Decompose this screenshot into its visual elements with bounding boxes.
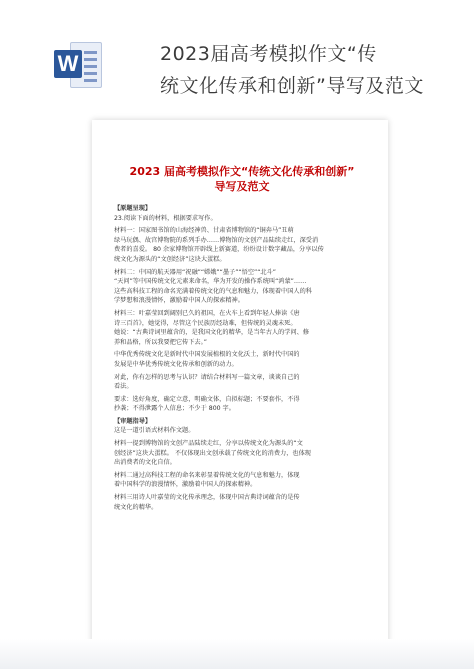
body-line: 发展是中华优秀传统文化传承和创新的动力。: [114, 360, 238, 368]
document-title-line2: 导写及范文: [214, 180, 270, 193]
body-line: 这些高科技工程的命名充满着传统文化的气息和魅力，体现着中国人的科: [114, 287, 312, 295]
body-line: 出消费者的文化自信。: [114, 459, 176, 467]
word-letter-badge: W: [54, 50, 82, 78]
section-heading: 【审题指导】: [114, 417, 152, 425]
body-line: 对此，你有怎样的思考与认识？请结合材料写一篇文章，谈谈自己的: [114, 373, 300, 381]
body-line: 材料二通过高科技工程的命名来彰显着传统文化的气息和魅力，体现: [114, 471, 300, 479]
document-title: [114, 164, 370, 194]
body-line: 统文化为源头的“文创经济”这块大蛋糕。: [114, 255, 226, 263]
document-body: [114, 204, 366, 512]
document-title-line1: 2023 届高考模拟作文“传统文化传承和创新”: [129, 165, 355, 178]
word-doc-icon: [54, 40, 100, 88]
body-line: 材料三用诗人叶嘉莹的文化传承理念，体现中国古典诗词蕴含的是传: [114, 494, 300, 502]
body-line: 学梦想和浪漫情怀，激励着中国人的探索精神。: [114, 297, 244, 305]
bottom-fade: [0, 639, 474, 669]
body-line: “天问”等中国传统文化元素来命名，华为开发的操作系统叫“鸿蒙”……: [114, 278, 307, 286]
header-banner: [0, 0, 474, 120]
body-line: 养和品格，所以我要把它传下去。”: [114, 338, 207, 346]
body-line: 绿马玩偶、故宫博物院的系列手办……博物馆的文创产品陆续走红，深受消: [114, 236, 319, 244]
header-title: [160, 38, 460, 102]
body-line: 要求：选好角度，确定立意，明确文体，自拟标题；不要套作，不得: [114, 395, 300, 403]
body-line: 着中国科学的浪漫情怀，激励着中国人的探索精神。: [114, 481, 257, 489]
document-page: [92, 120, 388, 648]
body-line: 这是一道引语式材料作文题。: [114, 427, 195, 435]
body-line: 诗三百首》，她觉得，尽管这个民族历经劫难，但传统的灵魂未死。: [114, 319, 297, 327]
body-line: 材料三：叶嘉莹回到阔别已久的祖国，在火车上看到年轻人捧读《唐: [114, 309, 300, 317]
body-line: 材料一：国家图书馆的山海经神兽、甘肃省博物馆的“铜奔马”丑萌: [114, 227, 294, 235]
body-line: 看法。: [114, 383, 133, 391]
body-line: 材料一提到博物馆的文创产品陆续走红，分享以传统文化为源头的“文: [114, 440, 303, 448]
body-line: 费者的喜爱。 80 余家博物馆开辟线上新赛道，纷纷设计数字藏品，分享以传: [114, 246, 324, 254]
body-line: 统文化的精华。: [114, 503, 158, 511]
body-line: 她说：“古典诗词里蕴含的，是我国文化的精华，是当年古人的学问、修: [114, 329, 310, 337]
body-line: 创经济”这块大蛋糕。 不仅体现出文创承载了传统文化的消费力，也体现: [114, 449, 311, 457]
header-title-line2: 统文化传承和创新”导写及范文: [160, 75, 424, 97]
body-line: 材料二：中国的航天器用“祝融”“嫦娥”“墨子”“悟空”“北斗”: [114, 268, 276, 276]
section-heading: 【原题呈现】: [114, 205, 152, 212]
body-line: 中华优秀传统文化是新时代中国发展植根的文化沃土，新时代中国的: [114, 351, 300, 359]
body-line: 23.阅读下面的材料，根据要求写作。: [114, 214, 217, 222]
header-title-line1: 2023届高考模拟作文“传: [160, 43, 377, 65]
body-line: 抄袭；不得泄露个人信息；不少于 800 字。: [114, 405, 235, 413]
